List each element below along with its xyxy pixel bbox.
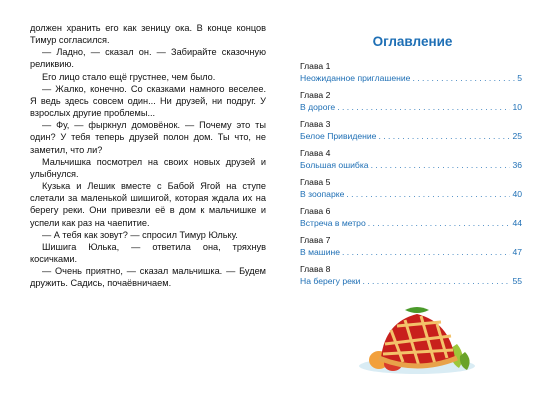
- toc-entry[interactable]: [300, 118, 522, 147]
- toc-chapter-name: Неожиданное приглашение: [300, 73, 411, 83]
- paragraph: Мальчишка посмотрел на своих новых друзей и улыбнулся.: [30, 156, 266, 179]
- paragraph: Шишига Юлька, — ответила она, тряхнув косичками.: [30, 241, 266, 264]
- toc-entry[interactable]: [300, 234, 522, 263]
- toc-chapter-label: Глава 6: [300, 206, 331, 216]
- leader-dots: [342, 246, 510, 258]
- toc-chapter-label: Глава 4: [300, 148, 331, 158]
- table-of-contents: [300, 60, 522, 292]
- toc-chapter-label: Глава 8: [300, 264, 331, 274]
- toc-page-number: 25: [512, 131, 522, 141]
- toc-entry[interactable]: [300, 176, 522, 205]
- paragraph: Кузька и Лешик вместе с Бабой Ягой на ступе слетали за маленькой шишигой, которая ждала их на берегу реки. Они привезли её в дом к мальчишке и успели как раз на чаепитие.: [30, 181, 266, 228]
- toc-page-number: 36: [512, 160, 522, 170]
- toc-entry[interactable]: [300, 263, 522, 292]
- story-text: [30, 22, 266, 289]
- paragraph: — Ладно, — сказал он. — Забирайте сказочную реликвию.: [30, 47, 266, 70]
- leader-dots: [378, 130, 510, 142]
- toc-page-number: 47: [512, 247, 522, 257]
- toc-page-number: 55: [512, 276, 522, 286]
- right-page: [275, 0, 550, 414]
- toc-chapter-label: Глава 7: [300, 235, 331, 245]
- toc-chapter-name: Встреча в метро: [300, 218, 366, 228]
- toc-chapter-name: Белое Привидение: [300, 131, 377, 141]
- toc-chapter-name: В машине: [300, 247, 341, 257]
- toc-chapter-name: В зоопарке: [300, 189, 345, 199]
- toc-page-number: 44: [512, 218, 522, 228]
- toc-entry[interactable]: [300, 60, 522, 89]
- leader-dots: [368, 217, 511, 229]
- toc-page-number: 5: [517, 73, 522, 83]
- toc-chapter-label: Глава 5: [300, 177, 331, 187]
- toc-chapter-name: В дороге: [300, 102, 336, 112]
- toc-entry[interactable]: [300, 89, 522, 118]
- pie-with-fruit-illustration: [345, 300, 485, 380]
- leader-dots: [412, 72, 515, 84]
- leader-dots: [337, 101, 510, 113]
- toc-chapter-name: На берегу реки: [300, 276, 361, 286]
- toc-chapter-label: Глава 1: [300, 61, 331, 71]
- toc-chapter-label: Глава 3: [300, 119, 331, 129]
- paragraph: Его лицо стало ещё грустнее, чем было.: [42, 71, 216, 82]
- paragraph: — Фу, — фыркнул домовёнок. — Почему это ты один? У тебя теперь друзей полон дом. Ты что, не заметил, что ли?: [30, 120, 266, 155]
- toc-chapter-label: Глава 2: [300, 90, 331, 100]
- toc-entry[interactable]: [300, 147, 522, 176]
- toc-entry[interactable]: [300, 205, 522, 234]
- paragraph: должен хранить его как зеницу ока. В конце концов Тимур согласился.: [30, 23, 266, 46]
- leader-dots: [362, 275, 510, 287]
- paragraph: — А тебя как зовут? — спросил Тимур Юльку.: [42, 229, 238, 240]
- leader-dots: [371, 159, 511, 171]
- toc-page-number: 40: [512, 189, 522, 199]
- toc-page-number: 10: [512, 102, 522, 112]
- toc-chapter-name: Большая ошибка: [300, 160, 369, 170]
- leaf-icon: [405, 307, 429, 313]
- leader-dots: [346, 188, 510, 200]
- toc-title: Оглавление: [372, 34, 453, 49]
- paragraph: — Жалко, конечно. Со сказками намного веселее. Я ведь здесь совсем один... Ни друзей, ни подруг. У взрослых другие проблемы...: [30, 83, 266, 119]
- paragraph: — Очень приятно, — сказал мальчишка. — Будем дружить. Садись, почаёвничаем.: [30, 266, 266, 289]
